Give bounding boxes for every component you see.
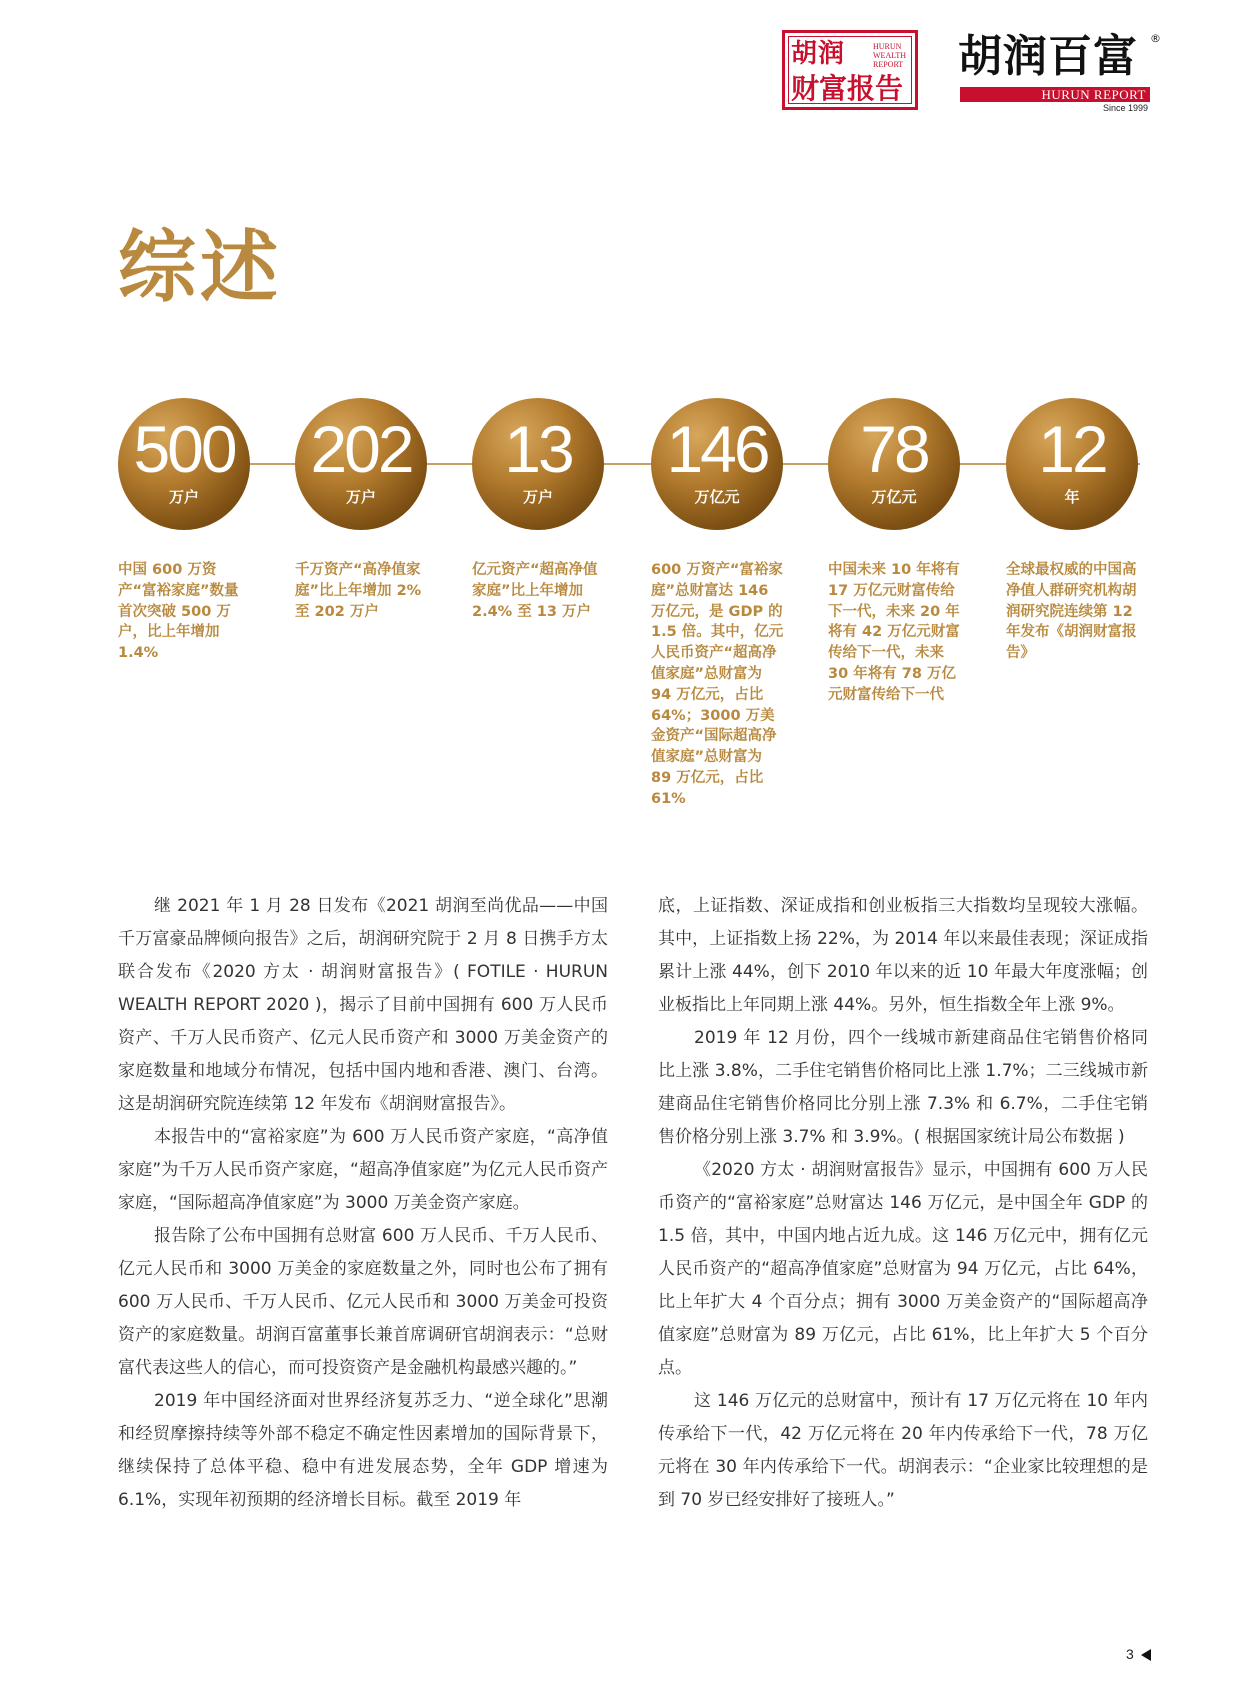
stat-number: 12 [1038,412,1106,486]
page-arrow-icon [1141,1649,1151,1661]
stat-circle [118,398,250,530]
stat-description: 全球最权威的中国高净值人群研究机构胡润研究院连续第 12 年发布《胡润财富报告》 [1006,562,1137,662]
stat-circle [651,398,783,530]
hurun-wealth-report-seal-logo [782,30,918,110]
stat-circle [295,398,427,530]
page-title: 综述 [118,223,283,313]
seal-english-line: WEALTH [873,51,907,60]
seal-line2: 财富报告 [791,72,904,105]
stat-unit: 万户 [522,488,553,506]
brand-english-bar: HURUN REPORT [960,87,1150,102]
body-paragraph: 这 146 万亿元的总财富中，预计有 17 万亿元将在 10 年内传承给下一代，42 万亿元将在 20 年内传承给下一代，78 万亿元将在 30 年内传承给下一代。胡润表示：“企业家比较理想的是到 70 岁已经安排好了接班人。” [658,1391,1148,1510]
stat-unit: 万户 [168,488,199,506]
body-paragraph: 2019 年 12 月份，四个一线城市新建商品住宅销售价格同比上涨 3.8%，二手住宅销售价格同比上涨 1.7%；二三线城市新建商品住宅销售价格同比分别上涨 7.3% 和 6.7%，二手住宅销售价格分别上涨 3.7% 和 3.9%。( 根据国家统计局公布数据 ) [658,1028,1148,1147]
body-paragraph: 本报告中的“富裕家庭”为 600 万人民币资产家庭，“高净值家庭”为千万人民币资产家庭，“超高净值家庭”为亿元人民币资产家庭，“国际超高净值家庭”为 3000 万美金资产家庭。 [118,1127,608,1213]
registered-mark: ® [1150,32,1161,45]
stat-description: 中国 600 万资产“富裕家庭”数量首次突破 500 万户，比上年增加 1.4% [118,562,239,662]
stat-description: 中国未来 10 年将有 17 万亿元财富传给下一代，未来 20 年将有 42 万亿元财富传给下一代，未来 30 年将有 78 万亿元财富传给下一代 [828,562,960,703]
body-paragraph: 《2020 方太 · 胡润财富报告》显示，中国拥有 600 万人民币资产的“富裕家庭”总财富达 146 万亿元，是中国全年 GDP 的 1.5 倍，其中，中国内地占近九成。这 146 万亿元中，拥有亿元人民币资产的“超高净值家庭”总财富为 94 万亿元，占比 64%，比上年扩大 4 个百分点；拥有 3000 万美金资产的“国际超高净值家庭”总财富为 89 万亿元，占比 61%，比上年扩大 5 个百分点。 [658,1160,1148,1378]
stat-unit: 万亿元 [871,488,917,506]
stat-unit: 万亿元 [694,488,740,506]
stat-description: 600 万资产“富裕家庭”总财富达 146 万亿元，是 GDP 的 1.5 倍。其中，亿元人民币资产“超高净值家庭”总财富为 94 万亿元，占比 64%；3000 万美金资产“国际超高净值家庭”总财富为 89 万亿元，占比 61% [651,562,784,807]
stat-number: 78 [860,412,928,486]
body-paragraph: 2019 年中国经济面对世界经济复苏乏力、“逆全球化”思潮和经贸摩擦持续等外部不稳定不确定性因素增加的国际背景下，继续保持了总体平稳、稳中有进发展态势，全年 GDP 增速为 6.1%，实现年初预期的经济增长目标。截至 2019 年 [118,1391,608,1510]
stat-description: 亿元资产“超高净值家庭”比上年增加 2.4% 至 13 万户 [472,562,598,620]
brand-chinese: 胡润百富 [958,31,1138,82]
stat-circle [1006,398,1138,530]
stat-number: 146 [666,412,768,486]
body-paragraph: 报告除了公布中国拥有总财富 600 万人民币、千万人民币、亿元人民币和 3000 万美金的家庭数量之外，同时也公布了拥有 600 万人民币、千万人民币、亿元人民币和 3000 万美金可投资资产的家庭数量。胡润百富董事长兼首席调研官胡润表示：“总财富代表这些人的信心，而可投资资产是金融机构最感兴趣的。” [118,1226,608,1378]
stat-number: 202 [310,412,412,486]
stat-unit: 年 [1064,488,1080,506]
seal-line1: 胡润 [791,39,846,69]
stat-circle [472,398,604,530]
body-column-right [658,890,1148,1517]
brand-since: Since 1999 [1102,103,1148,113]
stat-description: 千万资产“高净值家庭”比上年增加 2% 至 202 万户 [295,562,422,620]
seal-english-line: REPORT [873,60,904,69]
body-paragraph: 继 2021 年 1 月 28 日发布《2021 胡润至尚优品——中国千万富豪品牌倾向报告》之后，胡润研究院于 2 月 8 日携手方太联合发布《2020 方太 · 胡润财富报告》( FOTILE · HURUN WEALTH REPORT 2020 )，揭示了目前中国拥有 600 万人民币资产、千万人民币资产、亿元人民币资产和 3000 万美金资产的家庭数量和地域分布情况，包括中国内地和香港、澳门、台湾。这是胡润研究院连续第 12 年发布《胡润财富报告》。 [118,896,608,1114]
stat-unit: 万户 [345,488,376,506]
body-column-left [118,890,608,1517]
seal-english [873,42,913,69]
page-number: 3 [1126,1646,1134,1662]
stat-number: 13 [504,412,572,486]
seal-english-line: HURUN [873,42,902,51]
hurun-report-logo [958,30,1161,116]
stat-circle [828,398,960,530]
body-paragraph: 底，上证指数、深证成指和创业板指三大指数均呈现较大涨幅。其中，上证指数上扬 22%，为 2014 年以来最佳表现；深证成指累计上涨 44%，创下 2010 年以来的近 10 年最大年度涨幅；创业板指比上年同期上涨 44%。另外，恒生指数全年上涨 9%。 [658,896,1148,1015]
stat-number: 500 [133,412,235,486]
